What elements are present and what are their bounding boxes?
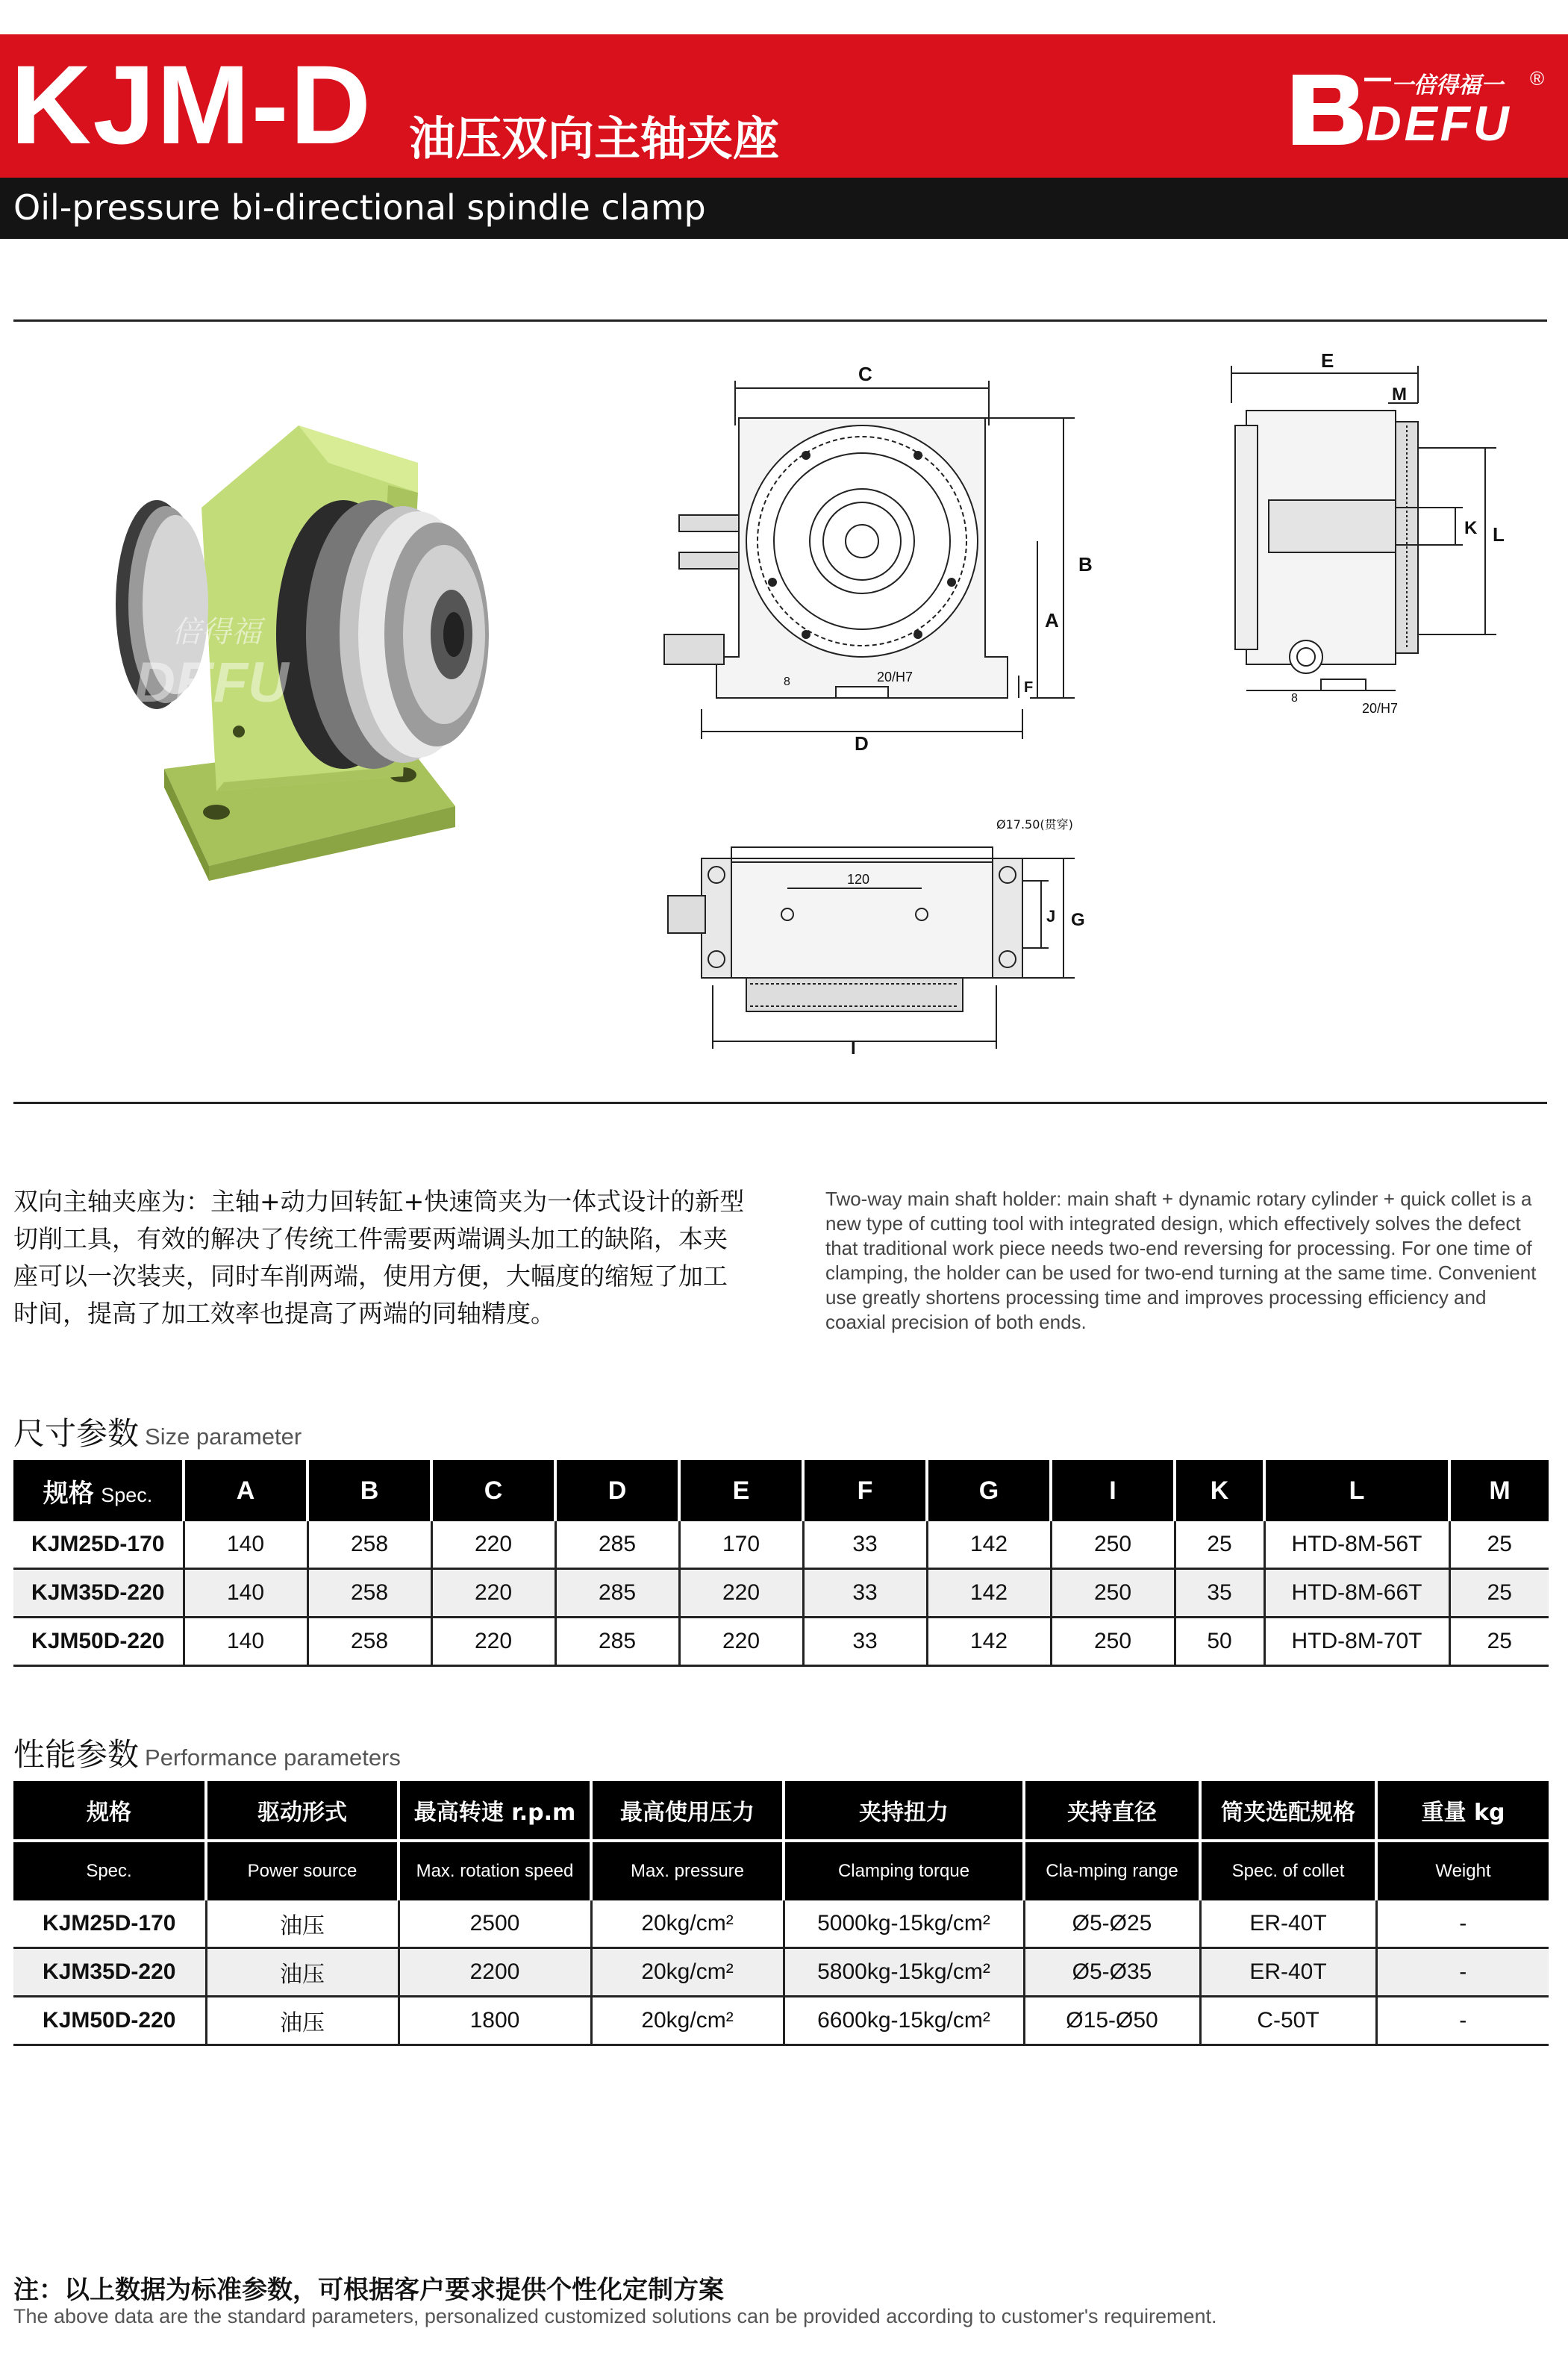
table-row (13, 1618, 1549, 1666)
perf-header-cn: 夹持直径 (1024, 1781, 1200, 1841)
table-cell: HTD-8M-70T (1264, 1618, 1449, 1666)
table-cell: 5000kg-15kg/cm² (784, 1900, 1024, 1948)
perf-header-en: Weight (1376, 1841, 1549, 1900)
description-cn: 双向主轴夹座为：主轴+动力回转缸+快速筒夹为一体式设计的新型切削工具，有效的解决了传统工件需要两端调头加工的缺陷，本夹座可以一次装夹，同时车削两端，使用方便，大幅度的缩短了加工时间，提高了加工效率也提高了两端的同轴精度。 (13, 1187, 745, 1328)
dim-g-label: G (1071, 910, 1085, 930)
dim-b-label: B (1078, 553, 1093, 576)
dim-c-label: C (858, 363, 872, 385)
perf-header-en: Cla-mping range (1024, 1841, 1200, 1900)
table-cell: KJM50D-220 (13, 1618, 184, 1666)
table-cell: 140 (184, 1521, 307, 1569)
table-cell: 25 (1449, 1569, 1549, 1618)
front-note-slot: 20/H7 (877, 670, 913, 684)
table-cell: 油压 (206, 1997, 399, 2045)
dim-m-label: M (1392, 384, 1407, 405)
table-cell: 220 (431, 1569, 555, 1618)
table-cell: HTD-8M-56T (1264, 1521, 1449, 1569)
model-code: KJM-D (10, 42, 372, 167)
product-watermark-cn: 倍得福 (172, 615, 261, 649)
perf-title-cn: 性能参数 (13, 1736, 140, 1773)
side-note-8: 8 (1291, 692, 1298, 705)
perf-section-title (13, 1730, 401, 1775)
table-cell: 25 (1175, 1521, 1264, 1569)
size-header-g: G (927, 1460, 1051, 1521)
size-header-c: C (431, 1460, 555, 1521)
footer-note-cn: 注：以上数据为标准参数，可根据客户要求提供个性化定制方案 (13, 2275, 724, 2305)
dim-l-label: L (1493, 523, 1505, 546)
table-cell: 250 (1051, 1569, 1175, 1618)
size-header-spec: 规格 Spec. (13, 1460, 184, 1521)
table-cell: 285 (555, 1569, 679, 1618)
dim-d-label: D (855, 732, 869, 754)
perf-title-en: Performance parameters (145, 1744, 401, 1771)
brand-logo (1284, 60, 1552, 157)
brand-cn-text: 一倍得福一 (1391, 72, 1503, 99)
table-cell: 220 (431, 1618, 555, 1666)
perf-header-cn: 筒夹选配规格 (1200, 1781, 1376, 1841)
size-header-i: I (1051, 1460, 1175, 1521)
table-row (13, 1948, 1549, 1997)
size-parameter-table (13, 1460, 1549, 1667)
table-cell: 258 (307, 1521, 431, 1569)
divider-top (13, 319, 1547, 322)
table-cell: KJM50D-220 (13, 1997, 206, 2045)
table-cell: C-50T (1200, 1997, 1376, 2045)
dim-e-label: E (1321, 351, 1334, 372)
table-cell: HTD-8M-66T (1264, 1569, 1449, 1618)
dim-a-label: A (1045, 609, 1059, 631)
table-cell: Ø5-Ø25 (1024, 1900, 1200, 1948)
top-hole-note: Ø17.50(贯穿) (996, 817, 1073, 832)
side-note-slot: 20/H7 (1362, 701, 1399, 716)
side-view-drawing (1202, 351, 1515, 724)
table-cell: 250 (1051, 1618, 1175, 1666)
size-header-e: E (679, 1460, 803, 1521)
table-cell: - (1376, 1997, 1549, 2045)
perf-header-en: Spec. (13, 1841, 206, 1900)
table-cell: 2200 (399, 1948, 591, 1997)
table-cell: 285 (555, 1618, 679, 1666)
table-cell: 25 (1449, 1521, 1549, 1569)
table-cell: 25 (1449, 1618, 1549, 1666)
brand-en-text: DEFU (1366, 96, 1512, 151)
table-cell: 258 (307, 1569, 431, 1618)
table-cell: 20kg/cm² (591, 1900, 784, 1948)
table-row (13, 1997, 1549, 2045)
table-cell: Ø5-Ø35 (1024, 1948, 1200, 1997)
front-view-drawing (657, 358, 1105, 754)
table-cell: 220 (679, 1618, 803, 1666)
perf-header-cn: 驱动形式 (206, 1781, 399, 1841)
divider-middle (13, 1102, 1547, 1104)
size-header-f: F (803, 1460, 927, 1521)
size-title-en: Size parameter (145, 1423, 302, 1450)
dim-120-label: 120 (847, 872, 870, 887)
table-row (13, 1900, 1549, 1948)
table-cell: 6600kg-15kg/cm² (784, 1997, 1024, 2045)
perf-header-cn: 重量 kg (1376, 1781, 1549, 1841)
table-cell: - (1376, 1900, 1549, 1948)
perf-header-en: Clamping torque (784, 1841, 1024, 1900)
perf-header-cn: 夹持扭力 (784, 1781, 1024, 1841)
top-view-drawing (657, 814, 1105, 1060)
product-image (104, 418, 493, 881)
table-cell: 1800 (399, 1997, 591, 2045)
size-header-m: M (1449, 1460, 1549, 1521)
table-cell: 33 (803, 1569, 927, 1618)
size-header-d: D (555, 1460, 679, 1521)
title-cn: 油压双向主轴夹座 (409, 111, 780, 166)
table-cell: 20kg/cm² (591, 1997, 784, 2045)
table-cell: 50 (1175, 1618, 1264, 1666)
size-title-cn: 尺寸参数 (13, 1415, 140, 1452)
perf-header-row-en (13, 1841, 1549, 1900)
table-cell: 170 (679, 1521, 803, 1569)
description-en: Two-way main shaft holder: main shaft + dynamic rotary cylinder + quick collet is a new type of cutting tool with integrated design, which effectively solves the defect that traditional work piece needs two-end reversing for processing. For one time of clamping, the holder can be used for two-end turning at the same time. Convenient use greatly shortens processing time and improves processing efficiency and coaxial precision of both ends. (825, 1188, 1537, 1333)
table-cell: 33 (803, 1521, 927, 1569)
table-cell: KJM35D-220 (13, 1948, 206, 1997)
performance-parameter-table (13, 1781, 1549, 2046)
size-header-b: B (307, 1460, 431, 1521)
table-row (13, 1521, 1549, 1569)
dim-k-label: K (1464, 518, 1478, 538)
table-cell: 142 (927, 1569, 1051, 1618)
perf-header-en: Max. pressure (591, 1841, 784, 1900)
table-cell: - (1376, 1948, 1549, 1997)
size-header-k: K (1175, 1460, 1264, 1521)
size-header-row (13, 1460, 1549, 1521)
title-en: Oil-pressure bi-directional spindle clamp (13, 187, 706, 228)
table-cell: 140 (184, 1618, 307, 1666)
dim-f-label: F (1024, 679, 1034, 696)
table-cell: KJM25D-170 (13, 1900, 206, 1948)
registered-mark: ® (1530, 67, 1545, 90)
dim-i-label: I (851, 1038, 856, 1058)
table-cell: KJM25D-170 (13, 1521, 184, 1569)
dim-j-label: J (1046, 907, 1056, 926)
table-cell: 油压 (206, 1900, 399, 1948)
front-note-8: 8 (784, 676, 790, 688)
table-cell: 142 (927, 1618, 1051, 1666)
size-section-title (13, 1409, 302, 1454)
perf-header-cn: 最高转速 r.p.m (399, 1781, 591, 1841)
table-cell: Ø15-Ø50 (1024, 1997, 1200, 2045)
table-cell: 220 (679, 1569, 803, 1618)
footer-note-en: The above data are the standard parameters, personalized customized solutions can be provided according to customer's requirement. (13, 2305, 1217, 2327)
size-header-l: L (1264, 1460, 1449, 1521)
size-header-a: A (184, 1460, 307, 1521)
perf-header-en: Power source (206, 1841, 399, 1900)
table-cell: ER-40T (1200, 1948, 1376, 1997)
perf-header-row-cn (13, 1781, 1549, 1841)
table-cell: 285 (555, 1521, 679, 1569)
table-cell: 5800kg-15kg/cm² (784, 1948, 1024, 1997)
table-cell: 油压 (206, 1948, 399, 1997)
perf-header-en: Spec. of collet (1200, 1841, 1376, 1900)
table-cell: 33 (803, 1618, 927, 1666)
table-row (13, 1569, 1549, 1618)
perf-header-en: Max. rotation speed (399, 1841, 591, 1900)
table-cell: 35 (1175, 1569, 1264, 1618)
table-cell: 258 (307, 1618, 431, 1666)
table-cell: 250 (1051, 1521, 1175, 1569)
table-cell: ER-40T (1200, 1900, 1376, 1948)
table-cell: 140 (184, 1569, 307, 1618)
table-cell: 20kg/cm² (591, 1948, 784, 1997)
perf-header-cn: 规格 (13, 1781, 206, 1841)
table-cell: 220 (431, 1521, 555, 1569)
product-watermark-en: DEFU (134, 651, 289, 714)
table-cell: KJM35D-220 (13, 1569, 184, 1618)
table-cell: 2500 (399, 1900, 591, 1948)
perf-header-cn: 最高使用压力 (591, 1781, 784, 1841)
table-cell: 142 (927, 1521, 1051, 1569)
